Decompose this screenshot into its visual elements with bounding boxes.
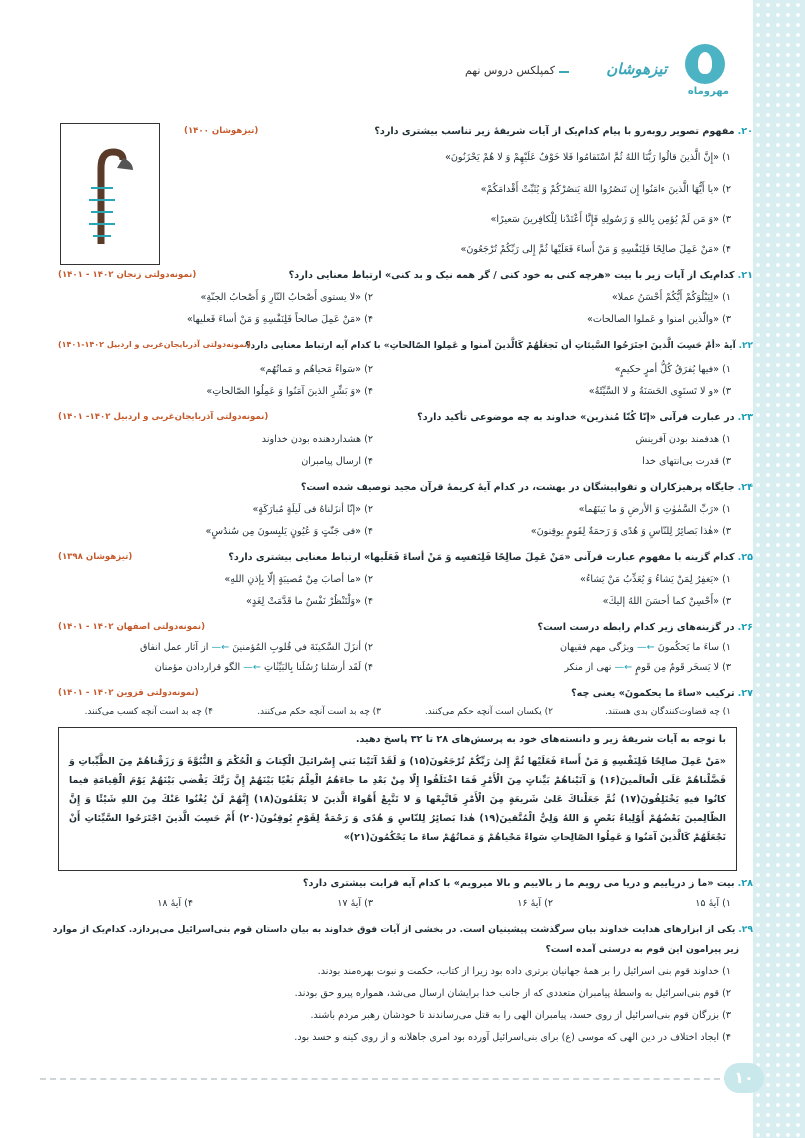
question-26-source: (نمونه‌دولتی اصفهان ۱۴۰۲ - ۱۴۰۱) [58,622,206,632]
question-25-source: (تیزهوشان ۱۳۹۸) [58,552,133,562]
q25-option-3[interactable]: ۳) «أَحْسِنْ كما أحسَنَ اللهُ إليكَ» [602,596,731,607]
q28-option-2[interactable]: ۲) آیهٔ ۱۶ [517,898,553,909]
q23-option-1[interactable]: ۱) هدفمند بودن آفرینش [635,434,731,445]
q21-option-1[interactable]: ۱) «لِيَبْلُوَكُمْ أَيُّكُمْ أَحْسَنُ عملا» [611,292,731,303]
q26-option-1[interactable]: ۱) ساءَ ما يَحكُمونَ ←— ویژگی مهم فقیهان [560,642,731,653]
q22-option-2[interactable]: ۲) «سَواءً مَحياهُم و مَماتُهُم» [259,364,373,375]
arrow-icon: ←— [614,662,633,673]
q27-option-2[interactable]: ۲) یکسان است آنچه حکم می‌کنند. [424,707,553,717]
question-29-stem-cont: زیر پیرامون این قوم به درستی آمده است؟ [545,944,739,955]
passage-text: «مَنْ عَمِلَ صالِحًا فَلِنَفْسِهِ وَ مَنْ أَساءَ فَعَلَيْها ثُمَّ إِلىٰ رَبِّكُمْ تُرْجَعُونَ(۱۵) وَ لَقَدْ آتَيْنا بَني إِسْرائيلَ الْكِتابَ وَ الْحُكْمَ وَ النُّبُوَّةَ وَ رَزَقْناهُمْ مِنَ الطَّيِّباتِ وَ فَضَّلْناهُمْ عَلَى الْعالَمينَ(۱۶) وَ آتَيْناهُمْ بَيِّناتٍ مِنَ الْأَمْرِ فَمَا اخْتَلَفُوا إِلّا مِنْ بَعْدِ ما جاءَهُمُ الْعِلْمُ بَغْيًا بَيْنَهُمْ إِنَّ رَبَّكَ يَقْضي بَيْنَهُمْ يَوْمَ الْقِيامَةِ فيما كانُوا فيهِ يَخْتَلِفُونَ(۱۷) ثُمَّ جَعَلْناكَ عَلىٰ شَريعَةٍ مِنَ الْأَمْرِ فَاتَّبِعْها وَ لا تَتَّبِعْ أَهْواءَ الَّذينَ لا يَعْلَمُونَ(۱۸) إِنَّهُمْ لَنْ يُغْنُوا عَنْكَ مِنَ اللهِ شَيْئًا وَ إِنَّ الظّالِمينَ بَعْضُهُمْ أَوْلِياءُ بَعْضٍ وَ اللهُ وَلِيُّ الْمُتَّقينَ(۱۹) هٰذا بَصائِرُ لِلنّاسِ وَ هُدًى وَ رَحْمَةٌ لِقَوْمٍ يُوقِنُونَ(۲۰) أَمْ حَسِبَ الَّذينَ اجْتَرَحُوا السَّيِّئاتِ أَنْ نَجْعَلَهُمْ كَالَّذينَ آمَنُوا وَ عَمِلُوا الصّالِحاتِ سَواءً مَحْياهُمْ وَ مَماتُهُمْ ساءَ ما يَحْكُمُونَ(۲۱)» [69,756,727,843]
q24-option-4[interactable]: ۴) «فی جَنّٰتٍ وَ عُيُونٍ يَلبِسونَ مِن سُندُسٍ» [205,526,373,537]
question-26-stem: ۲۶. در گزینه‌های زیر کدام رابطه درست است؟ [537,622,753,633]
q20-option-4[interactable]: ۴) «مَنْ عَمِلَ صالِحًا فَلِنَفْسِهِ وَ مَنْ أَساءَ فَعَلَيْها ثُمَّ إِلى رَبِّكُمْ تُرْجَعُونَ» [460,244,731,255]
q24-option-3[interactable]: ۳) «هٰذا بَصائِرُ لِلنّاسِ وَ هُدًی وَ رَحمَةٌ لِقَومٍ يوقِنونَ» [530,526,731,537]
q23-option-4[interactable]: ۴) ارسال پیامبران [301,456,373,467]
q29-option-3[interactable]: ۳) بزرگان قوم بنی‌اسرائیل از روی حسد، پیامبران الهی را به قتل می‌رساندند تا خودشان رهبر مردم باشند. [310,1010,731,1021]
question-23-stem: ۲۳. در عبارت قرآنی «إنّا كُنّا مُنذرين» خداوند به چه موضوعی تأکید دارد؟ [417,412,753,423]
q21-option-3[interactable]: ۳) «والّذين امنوا و عَملوا الصالحات» [586,314,731,325]
question-22-stem: ۲۲. آیهٔ «أمْ حَسِبَ الَّذينَ اجتَرَحُوا السَّيئاتِ أن نَجعَلَهُمْ كَالَّذينَ آمنوا و عَمِلوا الصّالحاتِ» با کدام آیه ارتباط معنایی دارد؟ [245,341,753,351]
arrow-icon: ←— [243,662,261,673]
page-header [333,42,733,102]
question-20-figure [60,123,160,265]
q22-option-3[interactable]: ۳) «و لا تَستَوِی الحَسَنَةُ و لا السَّيِّئَةُ» [588,386,731,397]
q29-option-4[interactable]: ۴) ایجاد اختلاف در دین الهی که موسی (ع) برای بنی‌اسرائیل آورده بود امری جاهلانه و از روی کینه و حسد بود. [294,1032,731,1043]
q25-option-1[interactable]: ۱) «يَغفِرُ لِمَنْ يَشاءُ وَ يُعَذِّبُ مَنْ يَشاءُ» [580,574,731,585]
arrow-icon: ←— [211,642,230,653]
q21-option-2[interactable]: ۲) «لا يستوی أَصْحابُ النّارِ وَ أَصْحابُ الجنّةِ» [200,292,373,303]
q22-option-4[interactable]: ۴) «وَ بَشِّرِ الذينَ آمَنُوا وَ عَمِلُوا الصّالحاتِ» [206,386,373,397]
question-28-stem: ۲۸. بیت «ما ز دریاییم و دریا می رویم ما ز بالاییم و بالا میرویم» با کدام آیه قرابت بیشتری دارد؟ [302,878,753,889]
q25-option-4[interactable]: ۴) «وَلْتَنْظُرْ نَفْسٌ ما قَدَّمَتْ لِغَدٍ» [246,596,373,607]
decorative-side-rail [753,0,805,1138]
question-27-stem: ۲۷. ترکیب «ساءَ ما يحكمونَ» یعنی چه؟ [571,688,753,699]
q26-option-2[interactable]: ۲) أنزَلَ السَّكينَةَ في قُلوبِ المُؤمنينَ ←— از آثار عمل انفاق [140,642,373,653]
q22-option-1[interactable]: ۱) «فيها يُفرَقُ كُلُّ أمرٍ حكيمٍ» [614,364,731,375]
question-21-stem: ۲۱. کدام‌یک از آیات زیر با بیت «هرچه کنی به خود کنی / گر همه نیک و بد کنی» ارتباط معنایی دارد؟ [288,270,753,281]
butterfly-icon [685,44,725,84]
q20-option-3[interactable]: ۳) «وَ مَن لَمْ يُؤمِن بِاللهِ وَ رَسُولِهِ فَإِنَّا أَعْتَدْنا لِلْكافِرينَ سَعيرًا» [490,214,731,225]
arrow-icon: ←— [637,642,655,653]
passage-title: با توجه به آیات شریفهٔ زیر و دانسته‌های خود به پرسش‌های ۲۸ تا ۳۲ پاسخ دهید. [355,734,726,745]
question-25-stem: ۲۵. کدام گزینه با مفهوم عبارت قرآنی «مَنْ عَمِلَ صالِحًا فَلِنَفسِه وَ مَنْ أساءَ فَعَلَيها» ارتباط معنایی بیشتری دارد؟ [228,552,753,563]
logo-text: مهروماه [687,86,729,97]
question-20-source: (تیزهوشان ۱۴۰۰) [184,126,259,136]
quran-passage-box [58,727,737,871]
q24-option-2[interactable]: ۲) «إنّا أنزَلناهُ فی لَيلَةٍ مُبارَكَةٍ» [252,504,373,515]
q25-option-2[interactable]: ۲) «ما أصابَ مِنْ مُصيبَةٍ إلّا بِإذنِ اللهِ» [224,574,373,585]
q27-option-3[interactable]: ۳) چه بد است آنچه حکم می‌کنند. [257,707,381,717]
publisher-logo [675,42,733,100]
question-27-source: (نمونه‌دولتی قزوین ۱۴۰۲ - ۱۴۰۱) [58,688,199,698]
q21-option-4[interactable]: ۴) «مَنْ عَمِلَ صالحاً فَلِنَفْسِهِ وَ مَنْ أساءَ فَعليها» [186,314,373,325]
q23-option-2[interactable]: ۲) هشداردهنده بودن خداوند [261,434,373,445]
question-20-stem: ۲۰. مفهوم تصویر روبه‌رو با پیام کدام‌یک از آیات شریفهٔ زیر تناسب بیشتری دارد؟ [374,126,753,137]
q28-option-3[interactable]: ۳) آیهٔ ۱۷ [337,898,373,909]
q27-option-4[interactable]: ۴) چه بد است آنچه کسب می‌کنند. [84,707,213,717]
q20-option-1[interactable]: ۱) «إِنَّ الَّذينَ قالُوا رَبُّنَا اللهُ ثُمَّ اسْتَقامُوا فَلا خَوْفٌ عَلَيْهِمْ وَ لا هُمْ يَحْزَنُونَ» [444,152,731,163]
page-number: ۱۰ [724,1063,764,1093]
q28-option-1[interactable]: ۱) آیهٔ ۱۵ [695,898,731,909]
book-subtitle: کمپلکس دروس نهم [464,64,555,77]
q24-option-1[interactable]: ۱) «رَبِّ السَّمٰوٰتِ وَ الأرضِ وَ ما بَينَهُما» [578,504,731,515]
q26-option-3[interactable]: ۳) لا يَسخَر قَومٌ مِن قَومٍ ←— نهی از منکر [564,662,731,673]
footer-divider [40,1078,730,1082]
series-brand: تیزهوشان [606,60,667,78]
question-24-stem: ۲۴. جایگاه پرهیزکاران و تقواپیشگان در بهشت، در کدام آیهٔ کریمهٔ قرآن مجید توصیف شده است؟ [300,482,753,493]
q28-option-4[interactable]: ۴) آیهٔ ۱۸ [157,898,193,909]
q26-option-4[interactable]: ۴) لَقَد أرسَلنا رُسُلَنا بِالبَيِّنٰاتِ ←— الگو قراردادن مؤمنان [154,662,373,673]
question-21-source: (نمونه‌دولتی زنجان ۱۴۰۲ - ۱۴۰۱) [58,270,197,280]
q20-option-2[interactable]: ۲) «يا أَيُّهَا الَّذينَ ءامَنُوا إِن تَنصُرُوا اللهَ يَنصُرْكُمْ وَ يُثَبِّتْ أَقْدامَكُمْ» [480,184,731,195]
question-23-source: (نمونه‌دولتی آذربایجان‌غربی و اردبیل ۱۴۰۲- ۱۴۰۱) [58,412,269,422]
question-29-stem: ۲۹. یکی از ابزارهای هدایت خداوند بیان سرگذشت پیشینیان است. در بخشی از آیات فوق خداوند به بیان داستان قوم بنی‌اسرائیل می‌پردازد. کدام‌یک از موارد [52,924,753,935]
q29-option-1[interactable]: ۱) خداوند قوم بنی اسرائیل را بر همهٔ جهانیان برتری داده بود زیرا از کتاب، حکمت و نبوت بهره‌مند بودند. [317,966,731,977]
q27-option-1[interactable]: ۱) چه قضاوت‌کنندگان بدی هستند. [605,707,731,717]
q29-option-2[interactable]: ۲) قوم بنی‌اسرائیل به واسطهٔ پیامبران متعددی که از جانب خدا برایشان ارسال می‌شد، همواره پیرو حق بودند. [294,988,731,999]
q23-option-3[interactable]: ۳) قدرت بی‌انتهای خدا [642,456,731,467]
question-22-source: (نمونه‌دولتی آذربایجان‌غربی و اردبیل ۱۴۰۲-۱۴۰۱) [58,340,251,349]
sickle-tree-icon [87,148,133,246]
